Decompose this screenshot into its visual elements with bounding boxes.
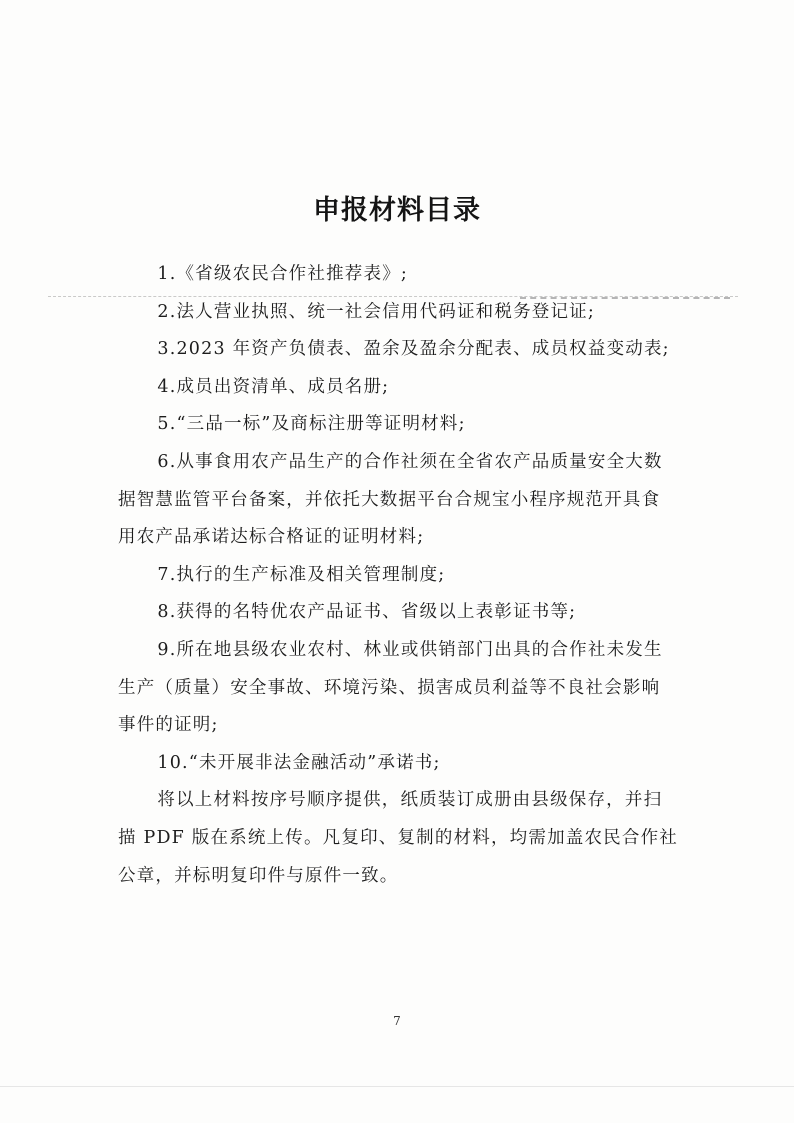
- list-item: 10.“未开展非法金融活动”承诺书;: [157, 752, 441, 773]
- list-item: 5.“三品一标”及商标注册等证明材料;: [157, 414, 466, 435]
- list-item: 8.获得的名特优农产品证书、省级以上表彰证书等;: [157, 602, 577, 623]
- list-item: 1.《省级农民合作社推荐表》;: [157, 264, 408, 284]
- list-item: 2.法人营业执照、统一社会信用代码证和税务登记证;: [157, 301, 595, 322]
- document-title: 申报材料目录: [313, 195, 481, 226]
- list-item: 4.成员出资清单、成员名册;: [157, 376, 390, 397]
- page-number: 7: [393, 1014, 401, 1028]
- scan-bottom-edge: [0, 1086, 794, 1087]
- list-item: 6.从事食用农产品生产的合作社须在全省农产品质量安全大数据智慧监管平台备案，并依托大数据平台合规宝小程序规范开具食用农产品承诺达标合格证的证明材料;: [118, 451, 663, 548]
- materials-list: [118, 256, 678, 895]
- list-item: 3.2023 年资产负债表、盈余及盈余分配表、成员权益变动表;: [157, 339, 670, 360]
- closing-instructions: 将以上材料按序号顺序提供，纸质装订成册由县级保存，并扫描 PDF 版在系统上传。凡复印、复制的材料，均需加盖农民合作社公章，并标明复印件与原件一致。: [118, 790, 678, 886]
- list-item: 7.执行的生产标准及相关管理制度;: [157, 564, 446, 585]
- list-item: 9.所在地县级农业农村、林业或供销部门出具的合作社未发生生产（质量）安全事故、环境污染、损害成员利益等不良社会影响事件的证明;: [118, 639, 663, 736]
